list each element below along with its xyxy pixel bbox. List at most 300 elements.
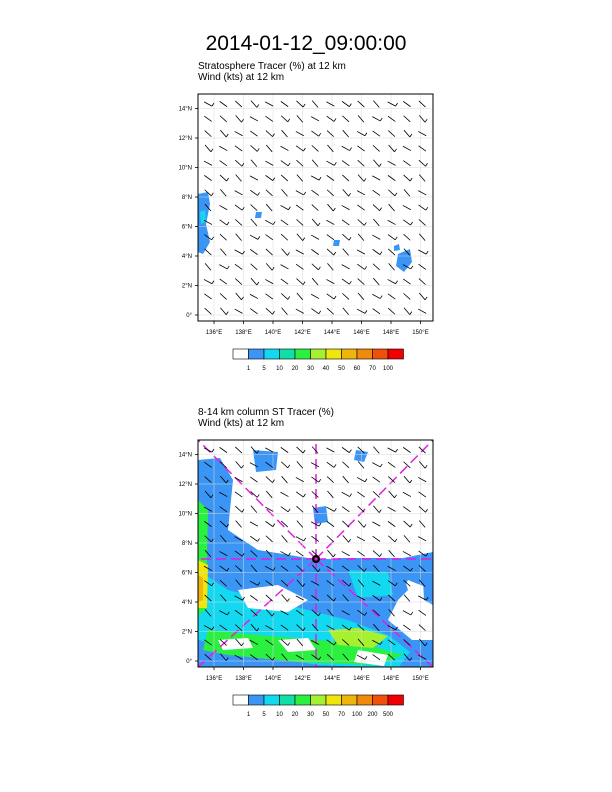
wind-barb-flag — [349, 237, 351, 240]
wind-barb — [205, 308, 212, 314]
wind-barb — [404, 116, 411, 122]
wind-barb — [297, 234, 303, 241]
wind-barb-flag — [379, 164, 381, 167]
y-tick-label: 4°N — [181, 600, 192, 606]
wind-barb — [419, 205, 426, 210]
colorbar-label: 20 — [291, 366, 299, 372]
wind-barb — [281, 116, 288, 122]
wind-barb — [403, 625, 410, 630]
colorbar-label: 500 — [382, 712, 394, 718]
tracer-patch — [354, 450, 368, 462]
wind-barb — [327, 249, 334, 255]
wind-barb-flag — [365, 133, 367, 136]
y-tick-label: 0° — [186, 313, 192, 319]
wind-barb-flag — [426, 251, 428, 254]
wind-barb — [205, 131, 212, 137]
wind-barb — [266, 131, 273, 137]
wind-barb — [403, 101, 410, 106]
wind-barb — [326, 161, 334, 165]
wind-barb-flag — [242, 297, 244, 300]
wind-barb — [266, 491, 272, 498]
wind-barb — [266, 521, 273, 526]
wind-barb — [403, 611, 411, 615]
wind-barb — [388, 249, 395, 255]
wind-barb — [235, 101, 242, 107]
colorbar-swatch — [311, 695, 327, 705]
x-tick-label: 148°E — [382, 330, 400, 336]
wind-barb — [358, 506, 365, 512]
wind-barb-flag — [211, 149, 213, 152]
wind-barb — [403, 507, 410, 512]
wind-barb — [250, 176, 258, 180]
tracer-patch — [200, 210, 206, 224]
wind-barb — [327, 131, 334, 137]
wind-barb — [419, 175, 425, 182]
wind-barb-flag — [318, 223, 320, 226]
wind-barb — [357, 250, 365, 254]
wind-barb — [419, 219, 426, 225]
wind-barb — [403, 551, 411, 555]
panel2-subtitle-line1: 8-14 km column ST Tracer (%) — [198, 407, 334, 418]
wind-barb-flag — [318, 267, 320, 270]
x-tick-label: 142°E — [294, 330, 311, 336]
wind-barb-flag — [395, 495, 397, 498]
colorbar-label: 70 — [338, 712, 345, 718]
colorbar-swatch — [357, 695, 373, 705]
wind-barb-flag — [303, 238, 305, 241]
wind-barb-flag — [258, 236, 260, 239]
wind-barb — [342, 293, 349, 299]
colorbar-swatch — [233, 695, 249, 705]
wind-barb — [342, 521, 349, 527]
wind-barb — [343, 308, 349, 315]
colorbar-label: 40 — [322, 366, 330, 372]
wind-barb — [373, 145, 380, 151]
wind-barb-flag — [304, 192, 306, 195]
tracer-patch — [423, 575, 433, 605]
wind-barb — [373, 101, 379, 108]
wind-barb — [281, 101, 288, 106]
colorbar-label: 1 — [246, 712, 251, 718]
wind-barb — [204, 448, 212, 452]
wind-barb — [297, 115, 303, 122]
wind-barb — [327, 175, 334, 180]
wind-barb — [311, 536, 318, 541]
wind-barb — [357, 131, 365, 135]
wind-barb — [327, 145, 333, 152]
wind-barb-flag — [410, 134, 412, 137]
wind-barb — [327, 521, 334, 526]
wind-barb-flag — [396, 103, 398, 106]
wind-barb-flag — [227, 266, 229, 269]
y-tick-label: 2°N — [181, 283, 192, 290]
wind-barb — [266, 263, 272, 270]
wind-barb — [358, 160, 365, 166]
wind-barb — [296, 219, 303, 225]
wind-barb — [312, 491, 319, 497]
wind-barb-flag — [319, 479, 321, 482]
wind-barb — [404, 476, 410, 483]
tracer-patch — [255, 212, 262, 218]
wind-barb — [281, 146, 289, 150]
wind-barb-flag — [364, 524, 366, 527]
y-tick-label: 6°N — [181, 570, 192, 577]
colorbar-label: 1 — [246, 366, 251, 372]
wind-barb — [220, 101, 227, 106]
x-tick-label: 140°E — [264, 676, 282, 682]
wind-barb — [220, 189, 226, 196]
wind-barb — [311, 463, 319, 467]
wind-barb — [311, 131, 318, 136]
x-tick-label: 146°E — [353, 676, 370, 682]
wind-barb-flag — [227, 178, 229, 181]
wind-barb — [311, 176, 319, 180]
main-title: 2014-01-12_09:00:00 — [205, 32, 407, 55]
colorbar-swatch — [264, 695, 280, 705]
wind-barb — [311, 249, 318, 254]
wind-barb — [404, 308, 410, 315]
wind-barb — [281, 161, 288, 166]
wind-barb — [388, 308, 395, 314]
panel1-subtitle-line1: Stratosphere Tracer (%) at 12 km — [198, 61, 346, 72]
wind-barb — [342, 205, 350, 209]
wind-barb — [358, 461, 364, 468]
wind-barb — [281, 205, 289, 209]
wind-barb — [250, 235, 258, 239]
wind-barb — [250, 294, 258, 298]
wind-barb — [419, 160, 426, 166]
wind-barb — [373, 506, 379, 513]
wind-barb — [389, 491, 395, 498]
storm-center-dot — [314, 557, 317, 560]
wind-barb-flag — [365, 266, 367, 269]
wind-barb — [372, 294, 380, 298]
wind-barb-flag — [425, 465, 427, 468]
wind-barb — [235, 205, 242, 210]
tracer-patch — [198, 192, 210, 254]
wind-barb — [281, 279, 288, 284]
wind-barb — [219, 205, 227, 209]
wind-barb-flag — [425, 297, 427, 300]
wind-barb — [220, 220, 227, 225]
colorbar-swatch — [249, 695, 265, 705]
wind-barb — [219, 146, 227, 150]
wind-barb-flag — [426, 509, 428, 512]
wind-barb — [388, 220, 396, 224]
wind-barb-flag — [379, 510, 381, 513]
wind-barb-flag — [303, 282, 305, 285]
wind-barb — [373, 160, 379, 167]
y-tick-label: 8°N — [181, 195, 192, 201]
wind-barb-flag — [396, 449, 398, 452]
wind-barb — [372, 117, 380, 121]
wind-barb — [251, 278, 257, 285]
x-tick-label: 146°E — [353, 330, 370, 336]
wind-barb — [404, 175, 411, 181]
wind-barb — [266, 145, 272, 152]
wind-barb — [266, 249, 273, 255]
wind-barb-flag — [227, 222, 229, 225]
wind-barb — [251, 145, 258, 151]
colorbar-label: 5 — [262, 366, 266, 372]
wind-barb — [282, 535, 288, 542]
wind-barb — [296, 506, 303, 512]
wind-barb — [204, 116, 211, 121]
x-tick-label: 140°E — [264, 330, 282, 336]
wind-barb — [327, 308, 334, 314]
x-tick-label: 138°E — [235, 330, 252, 336]
wind-barb — [388, 131, 395, 137]
wind-barb — [342, 116, 349, 122]
wind-barb — [205, 263, 211, 270]
wind-barb — [418, 250, 426, 254]
wind-barb — [235, 264, 242, 269]
wind-barb — [343, 535, 349, 542]
wind-barb — [403, 205, 411, 209]
wind-barb-flag — [288, 509, 290, 512]
wind-barb-flag — [350, 494, 352, 497]
colorbar-label: 30 — [307, 712, 314, 718]
wind-barb — [404, 234, 411, 240]
wind-barb — [358, 234, 364, 241]
wind-barb — [250, 190, 257, 195]
wind-barb — [251, 219, 257, 226]
wind-barb — [343, 189, 349, 196]
colorbar-swatch — [326, 349, 342, 359]
colorbar-label: 100 — [351, 712, 363, 718]
wind-barb — [419, 234, 425, 241]
wind-barb-flag — [212, 237, 214, 240]
wind-barb — [312, 447, 318, 454]
wind-barb — [327, 116, 334, 121]
wind-barb — [404, 130, 410, 137]
x-tick-label: 144°E — [323, 676, 341, 682]
wind-barb — [357, 551, 364, 556]
tracer-patch — [333, 240, 340, 246]
wind-barb — [389, 263, 395, 270]
wind-barb — [281, 293, 288, 299]
wind-barb — [220, 161, 227, 166]
wind-barb-flag — [258, 538, 260, 541]
wind-barb — [419, 521, 425, 528]
wind-barb-flag — [242, 119, 244, 122]
wind-barb — [357, 537, 365, 541]
colorbar-label: 50 — [338, 366, 345, 372]
colorbar-swatch — [342, 349, 358, 359]
wind-barb — [357, 309, 365, 313]
y-tick-label: 4°N — [181, 254, 192, 260]
wind-barb — [404, 535, 410, 542]
wind-barb — [373, 249, 380, 254]
panel1-map — [170, 84, 450, 384]
wind-barb — [342, 279, 349, 284]
wind-barb — [266, 190, 273, 196]
wind-barb — [388, 448, 396, 452]
wind-barb — [311, 477, 318, 482]
wind-barb — [235, 219, 242, 225]
wind-barb — [312, 205, 319, 211]
wind-barb — [403, 492, 411, 496]
wind-barb — [418, 477, 426, 481]
wind-barb — [388, 536, 395, 542]
wind-barb — [388, 161, 396, 165]
wind-barb — [327, 491, 333, 498]
wind-barb — [419, 293, 425, 300]
wind-barb — [265, 102, 273, 106]
wind-barb — [251, 506, 257, 513]
colorbar-label: 10 — [276, 366, 283, 372]
wind-barb — [358, 101, 365, 107]
wind-barb — [297, 293, 303, 300]
wind-barb — [419, 264, 426, 269]
wind-barb — [342, 175, 349, 181]
colorbar-label: 30 — [307, 366, 314, 372]
wind-barb — [342, 220, 349, 225]
wind-barb — [236, 461, 242, 468]
wind-barb — [357, 205, 364, 210]
wind-barb — [250, 522, 258, 526]
wind-barb — [342, 492, 350, 496]
wind-barb — [357, 191, 365, 195]
colorbar-label: 50 — [322, 712, 330, 718]
wind-barb-flag — [334, 508, 336, 511]
wind-barb — [357, 477, 365, 481]
colorbar-swatch — [388, 349, 404, 359]
colorbar-swatch — [342, 695, 358, 705]
y-tick-label: 8°N — [181, 541, 192, 547]
colorbar-label: 5 — [262, 712, 266, 718]
wind-barb — [297, 461, 303, 468]
wind-barb-flag — [365, 479, 367, 482]
y-tick-label: 10°N — [178, 511, 192, 518]
wind-barb — [250, 309, 257, 314]
wind-barb-flag — [349, 193, 351, 196]
wind-barb — [235, 309, 243, 313]
wind-barb — [282, 308, 288, 315]
x-tick-label: 138°E — [235, 676, 252, 682]
panel2-map — [170, 430, 450, 730]
wind-barb — [312, 101, 318, 108]
wind-barb — [220, 308, 226, 315]
wind-barb — [251, 264, 258, 270]
wind-barb — [266, 308, 273, 314]
wind-barb — [327, 263, 333, 270]
wind-barb — [327, 204, 333, 211]
wind-barb — [236, 115, 242, 122]
wind-barb — [372, 522, 380, 526]
wind-barb — [235, 146, 242, 151]
wind-barb-flag — [349, 104, 351, 107]
wind-barb — [326, 507, 334, 511]
wind-barb — [403, 220, 410, 225]
wind-barb — [265, 507, 273, 511]
wind-barb — [358, 175, 364, 182]
wind-barb — [235, 506, 242, 512]
x-tick-label: 136°E — [205, 330, 223, 336]
colorbar-label: 100 — [382, 366, 394, 372]
wind-barb — [251, 101, 257, 108]
wind-barb — [204, 102, 212, 106]
wind-barb-flag — [411, 612, 413, 615]
colorbar-label: 200 — [367, 712, 378, 718]
wind-barb — [327, 294, 334, 299]
wind-barb — [418, 537, 426, 541]
colorbar-swatch — [326, 695, 342, 705]
wind-barb-flag — [425, 119, 427, 122]
wind-barb — [251, 160, 257, 167]
wind-barb-flag — [426, 207, 428, 210]
wind-barb — [235, 447, 242, 453]
wind-barb — [265, 279, 273, 283]
wind-barb — [388, 279, 396, 283]
wind-barb-flag — [349, 450, 351, 453]
wind-barb — [236, 521, 242, 528]
wind-barb-flag — [380, 208, 382, 211]
colorbar-label: 60 — [353, 366, 361, 372]
wind-barb — [327, 235, 334, 240]
wind-barb-flag — [288, 296, 290, 299]
wind-barb — [235, 131, 243, 135]
wind-barb-flag — [319, 177, 321, 180]
wind-barb — [311, 235, 319, 239]
wind-barb — [403, 279, 410, 284]
wind-barb — [403, 146, 411, 150]
wind-barb — [266, 294, 273, 299]
x-tick-label: 150°E — [412, 330, 429, 336]
wind-barb — [403, 447, 410, 452]
wind-barb-flag — [380, 464, 382, 467]
wind-barb-flag — [410, 312, 412, 315]
y-tick-label: 0° — [186, 659, 192, 665]
tracer-patch — [394, 244, 400, 251]
wind-barb-flag — [411, 266, 413, 269]
wind-barb — [219, 265, 227, 269]
wind-barb-flag — [273, 222, 275, 225]
wind-barb — [281, 234, 288, 240]
wind-barb-flag — [364, 222, 366, 225]
wind-barb — [419, 279, 426, 285]
wind-barb-flag — [319, 523, 321, 526]
wind-barb — [373, 205, 380, 211]
colorbar-swatch — [311, 349, 327, 359]
wind-barb — [358, 115, 364, 122]
wind-barb — [266, 235, 273, 240]
wind-barb-flag — [334, 296, 336, 299]
wind-barb-flag — [349, 281, 351, 284]
wind-barb — [388, 235, 395, 240]
colorbar-swatch — [388, 695, 404, 705]
wind-barb — [372, 176, 380, 180]
wind-barb — [250, 536, 257, 541]
wind-barb — [251, 205, 258, 211]
wind-barb-flag — [258, 192, 260, 195]
wind-barb — [296, 279, 303, 285]
wind-barb — [388, 462, 395, 467]
wind-barb — [311, 309, 318, 314]
wind-barb-flag — [410, 480, 412, 483]
wind-barb — [235, 191, 243, 195]
wind-barb — [281, 447, 288, 452]
wind-barb-flag — [288, 207, 290, 210]
wind-barb — [357, 264, 364, 269]
wind-barb-flag — [304, 538, 306, 541]
wind-barb — [342, 462, 349, 468]
wind-barb — [418, 191, 426, 195]
wind-barb-flag — [395, 539, 397, 542]
wind-barb — [419, 115, 425, 122]
wind-barb-flag — [212, 281, 214, 284]
wind-barb — [266, 175, 273, 180]
